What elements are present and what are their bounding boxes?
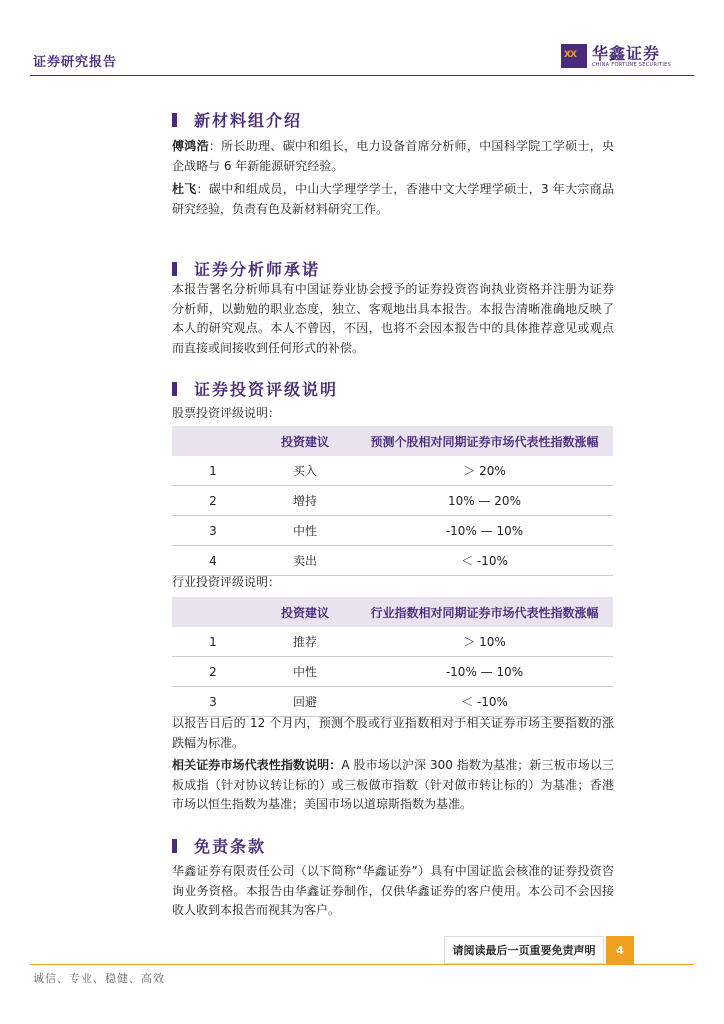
table-header-row: 投资建议 行业指数相对同期证券市场代表性指数涨幅 — [172, 597, 613, 627]
team-member-2: 杜飞：碳中和组成员，中山大学理学学士，香港中文大学理学硕士，3 年大宗商品研究经验，负责有色及新材料研究工作。 — [172, 182, 614, 216]
commitment-text: 本报告署名分析师具有中国证券业协会授予的证券投资咨询执业资格并注册为证券分析师，以勤勉的职业态度，独立、客观地出具本报告。本报告清晰准确地反映了本人的研究观点。本人不曾因，不因，也将不会因本报告中的具体推荐意见或观点而直接或间接收到任何形式的补偿。 — [172, 282, 614, 355]
section-marker-icon — [172, 839, 177, 853]
stock-rating-label: 股票投资评级说明： — [172, 406, 281, 420]
disclaimer-notice: 请阅读最后一页重要免责声明 — [444, 936, 604, 964]
section-title-team: 新材料组介绍 — [172, 108, 302, 131]
section-title-commitment: 证券分析师承诺 — [172, 257, 320, 280]
table-row: 1 买入 ＞ 20% — [172, 456, 613, 486]
logo-name-en: CHINA FORTUNE SECURITIES — [592, 61, 672, 68]
logo-name-cn: 华鑫证券 — [592, 43, 661, 63]
company-motto: 诚信、专业、稳健、高效 — [33, 972, 165, 985]
table-row: 2 中性 -10% — 10% — [172, 657, 613, 687]
table-row: 1 推荐 ＞ 10% — [172, 627, 613, 657]
header-divider — [30, 75, 694, 76]
footer-divider — [30, 964, 694, 965]
industry-rating-table — [172, 597, 613, 717]
table-header-row: 投资建议 预测个股相对同期证券市场代表性指数涨幅 — [172, 426, 613, 456]
index-benchmark-note: 相关证券市场代表性指数说明：A 股市场以沪深 300 指数为基准；新三板市场以三板成指（针对协议转让标的）或三板做市指数（针对做市转让标的）为基准；香港市场以恒生指数为基准；美国市场以道琼斯指数为基准。 — [172, 758, 614, 811]
team-member-1: 傅鸿浩：所长助理、碳中和组长，电力设备首席分析师，中国科学院工学硕士，央企战略与 6 年新能源研究经验。 — [172, 139, 614, 173]
logo-mark-icon: XX — [561, 44, 587, 68]
page-number: 4 — [606, 936, 634, 964]
report-type-label: 证券研究报告 — [33, 55, 118, 70]
table-row: 3 中性 -10% — 10% — [172, 516, 613, 546]
industry-rating-label: 行业投资评级说明： — [172, 575, 281, 589]
disclaimer-text: 华鑫证券有限责任公司（以下简称“华鑫证券”）具有中国证监会核准的证券投资咨询业务资格。本报告由华鑫证券制作，仅供华鑫证券的客户使用。本公司不会因接收人收到本报告而视其为客户。 — [172, 864, 614, 917]
section-marker-icon — [172, 113, 177, 127]
section-marker-icon — [172, 382, 177, 396]
table-row: 4 卖出 ＜ -10% — [172, 546, 613, 576]
section-title-rating: 证券投资评级说明 — [172, 377, 338, 400]
rating-standard-note: 以报告日后的 12 个月内，预测个股或行业指数相对于相关证券市场主要指数的涨跌幅为标准。 — [172, 716, 614, 750]
stock-rating-table — [172, 426, 613, 576]
section-marker-icon — [172, 262, 177, 276]
table-row: 3 回避 ＜ -10% — [172, 687, 613, 717]
company-logo — [561, 44, 671, 68]
section-title-disclaimer: 免责条款 — [172, 834, 266, 857]
table-row: 2 增持 10% — 20% — [172, 486, 613, 516]
